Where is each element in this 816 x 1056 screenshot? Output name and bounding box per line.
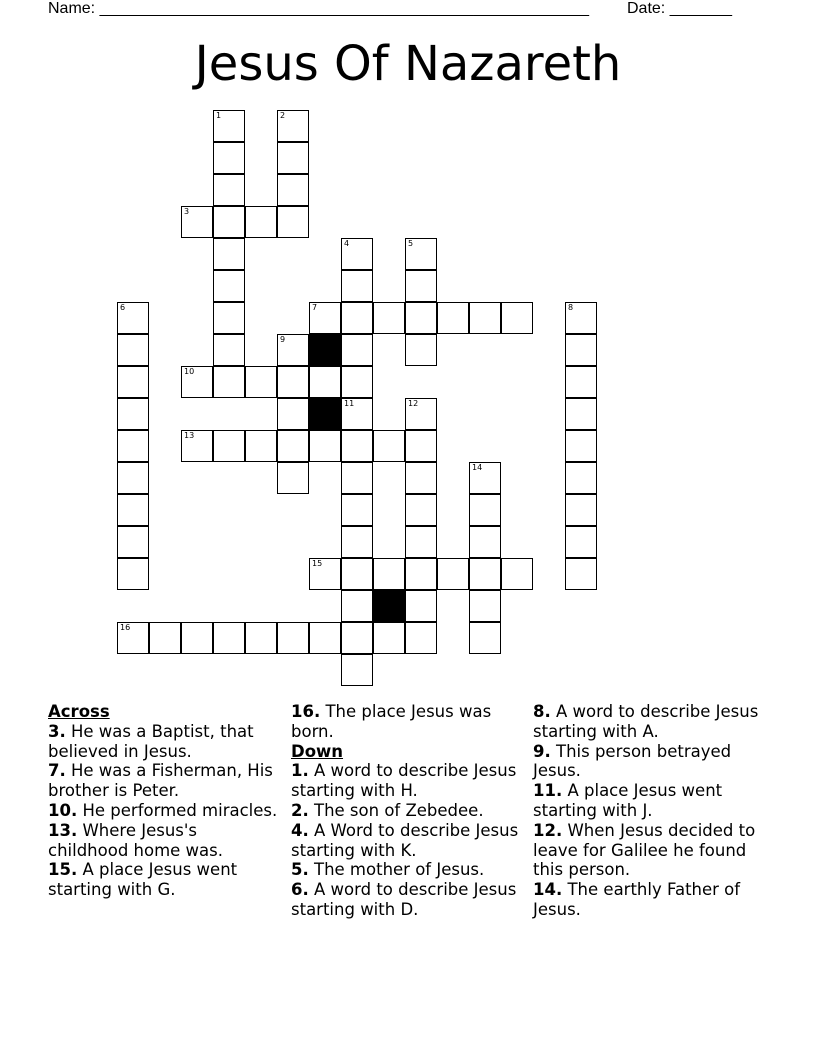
grid-cell[interactable] xyxy=(405,334,437,366)
grid-cell[interactable] xyxy=(373,622,405,654)
grid-cell[interactable] xyxy=(213,430,245,462)
grid-cell[interactable] xyxy=(565,558,597,590)
grid-cell[interactable] xyxy=(213,622,245,654)
clue-across-16: 16. The place Jesus was born. xyxy=(291,702,492,741)
clue-down-4: 4. A Word to describe Jesus starting with K. xyxy=(291,820,519,860)
grid-cell[interactable] xyxy=(213,238,245,270)
clue-down-9: 9. This person betrayed Jesus. xyxy=(533,741,732,781)
grid-cell[interactable] xyxy=(565,462,597,494)
grid-cell[interactable] xyxy=(341,558,373,590)
grid-cell[interactable] xyxy=(213,334,245,366)
grid-cell[interactable] xyxy=(373,558,405,590)
grid-cell[interactable] xyxy=(565,366,597,398)
grid-cell[interactable] xyxy=(501,558,533,590)
grid-cell[interactable] xyxy=(405,462,437,494)
clue-number: 8 xyxy=(568,303,574,312)
grid-cell[interactable] xyxy=(117,558,149,590)
grid-cell[interactable] xyxy=(565,494,597,526)
grid-cell[interactable] xyxy=(245,206,277,238)
clue-number: 12 xyxy=(408,399,419,408)
grid-cell[interactable] xyxy=(181,366,213,398)
grid-cell[interactable] xyxy=(117,302,149,334)
grid-cell[interactable] xyxy=(405,590,437,622)
grid-cell[interactable] xyxy=(117,334,149,366)
grid-cell[interactable] xyxy=(277,430,309,462)
grid-cell[interactable] xyxy=(405,430,437,462)
grid-cell[interactable] xyxy=(245,366,277,398)
grid-cell[interactable] xyxy=(341,398,373,430)
grid-cell[interactable] xyxy=(341,334,373,366)
clue-number: 16 xyxy=(120,623,131,632)
grid-cell[interactable] xyxy=(277,142,309,174)
clue-down-1: 1. A word to describe Jesus starting with H. xyxy=(291,761,517,801)
name-line[interactable]: _______________________________________________________ xyxy=(99,0,589,17)
clue-number: 7 xyxy=(312,303,318,312)
black-cell xyxy=(309,398,341,430)
clue-number: 2 xyxy=(280,111,286,120)
grid-cell[interactable] xyxy=(245,430,277,462)
grid-cell[interactable] xyxy=(309,558,341,590)
clue-across-15: 15. A place Jesus went starting with G. xyxy=(48,860,238,900)
clue-down-11: 11. A place Jesus went starting with J. xyxy=(533,781,723,820)
grid-cell[interactable] xyxy=(469,462,501,494)
grid-cell[interactable] xyxy=(117,430,149,462)
grid-cell[interactable] xyxy=(341,302,373,334)
clues-column-1 xyxy=(48,702,278,900)
grid-cell[interactable] xyxy=(565,430,597,462)
clue-down-5: 5. The mother of Jesus. xyxy=(291,860,485,880)
grid-cell[interactable] xyxy=(213,110,245,142)
grid-cell[interactable] xyxy=(469,526,501,558)
grid-cell[interactable] xyxy=(469,494,501,526)
clue-number: 15 xyxy=(312,559,323,568)
grid-cell[interactable] xyxy=(149,622,181,654)
grid-cell[interactable] xyxy=(309,302,341,334)
name-label: Name: xyxy=(48,0,100,17)
grid-cell[interactable] xyxy=(405,302,437,334)
grid-cell[interactable] xyxy=(437,558,469,590)
grid-cell[interactable] xyxy=(309,366,341,398)
grid-cell[interactable] xyxy=(405,238,437,270)
down-heading: Down xyxy=(291,741,344,761)
grid-cell[interactable] xyxy=(181,430,213,462)
grid-cell[interactable] xyxy=(341,590,373,622)
grid-cell[interactable] xyxy=(277,622,309,654)
grid-cell[interactable] xyxy=(405,494,437,526)
puzzle-title: Jesus Of Nazareth xyxy=(194,36,622,92)
clue-across-10: 10. He performed miracles. xyxy=(48,800,278,820)
clue-number: 5 xyxy=(408,239,414,248)
grid-cell[interactable] xyxy=(405,558,437,590)
clue-number: 11 xyxy=(344,399,355,408)
grid-cell[interactable] xyxy=(405,398,437,430)
clue-number: 14 xyxy=(472,463,483,472)
clue-down-6: 6. A word to describe Jesus starting with D. xyxy=(291,880,517,919)
grid-cell[interactable] xyxy=(277,110,309,142)
grid-cell[interactable] xyxy=(277,334,309,366)
grid-cell[interactable] xyxy=(117,622,149,654)
grid-cell[interactable] xyxy=(341,654,373,686)
grid-cell[interactable] xyxy=(213,174,245,206)
grid-cell[interactable] xyxy=(469,590,501,622)
grid-cell[interactable] xyxy=(117,462,149,494)
grid-cell[interactable] xyxy=(469,558,501,590)
grid-cell[interactable] xyxy=(565,526,597,558)
grid-cell[interactable] xyxy=(373,430,405,462)
grid-cell[interactable] xyxy=(213,206,245,238)
clue-number: 1 xyxy=(216,111,222,120)
clue-number: 3 xyxy=(184,207,190,216)
clue-down-8: 8. A word to describe Jesus starting with A. xyxy=(533,702,759,741)
grid-cell[interactable] xyxy=(405,622,437,654)
clue-down-12: 12. When Jesus decided to leave for Galilee he found this person. xyxy=(533,820,756,880)
grid-cell[interactable] xyxy=(341,270,373,302)
black-cell xyxy=(373,590,405,622)
clue-number: 6 xyxy=(120,303,126,312)
grid-cell[interactable] xyxy=(213,366,245,398)
grid-cell[interactable] xyxy=(245,622,277,654)
across-heading: Across xyxy=(48,702,110,721)
grid-cell[interactable] xyxy=(341,526,373,558)
grid-cell[interactable] xyxy=(341,366,373,398)
grid-cell[interactable] xyxy=(341,238,373,270)
date-line[interactable]: _______ xyxy=(669,0,732,17)
grid-cell[interactable] xyxy=(373,302,405,334)
grid-cell[interactable] xyxy=(181,622,213,654)
grid-cell[interactable] xyxy=(117,526,149,558)
grid-cell[interactable] xyxy=(565,334,597,366)
grid-cell[interactable] xyxy=(341,462,373,494)
grid-cell[interactable] xyxy=(117,366,149,398)
grid-cell[interactable] xyxy=(341,622,373,654)
grid-cell[interactable] xyxy=(501,302,533,334)
grid-cell[interactable] xyxy=(213,270,245,302)
grid-cell[interactable] xyxy=(405,270,437,302)
grid-cell[interactable] xyxy=(309,430,341,462)
grid-cell[interactable] xyxy=(437,302,469,334)
grid-cell[interactable] xyxy=(405,526,437,558)
grid-cell[interactable] xyxy=(565,302,597,334)
clues-column-3 xyxy=(533,702,763,920)
grid-cell[interactable] xyxy=(341,494,373,526)
grid-cell[interactable] xyxy=(277,206,309,238)
clue-across-3: 3. He was a Baptist, that believed in Jesus. xyxy=(48,721,254,761)
clues-column-2 xyxy=(291,702,521,920)
grid-cell[interactable] xyxy=(469,622,501,654)
date-label: Date: xyxy=(627,0,670,17)
black-cell xyxy=(309,334,341,366)
grid-cell[interactable] xyxy=(213,142,245,174)
grid-cell[interactable] xyxy=(213,302,245,334)
grid-cell[interactable] xyxy=(277,174,309,206)
grid-cell[interactable] xyxy=(341,430,373,462)
grid-cell[interactable] xyxy=(277,462,309,494)
grid-cell[interactable] xyxy=(117,398,149,430)
clue-down-14: 14. The earthly Father of Jesus. xyxy=(533,880,741,919)
clue-number: 13 xyxy=(184,431,195,440)
grid-cell[interactable] xyxy=(277,398,309,430)
grid-cell[interactable] xyxy=(181,206,213,238)
clue-across-13: 13. Where Jesus's childhood home was. xyxy=(48,820,224,860)
clue-number: 4 xyxy=(344,239,350,248)
clue-number: 9 xyxy=(280,335,286,344)
clue-number: 10 xyxy=(184,367,195,376)
grid-cell[interactable] xyxy=(309,622,341,654)
grid-cell[interactable] xyxy=(565,398,597,430)
clue-across-7: 7. He was a Fisherman, His brother is Peter. xyxy=(48,761,273,801)
grid-cell[interactable] xyxy=(117,494,149,526)
grid-cell[interactable] xyxy=(469,302,501,334)
grid-cell[interactable] xyxy=(277,366,309,398)
clue-down-2: 2. The son of Zebedee. xyxy=(291,800,484,820)
